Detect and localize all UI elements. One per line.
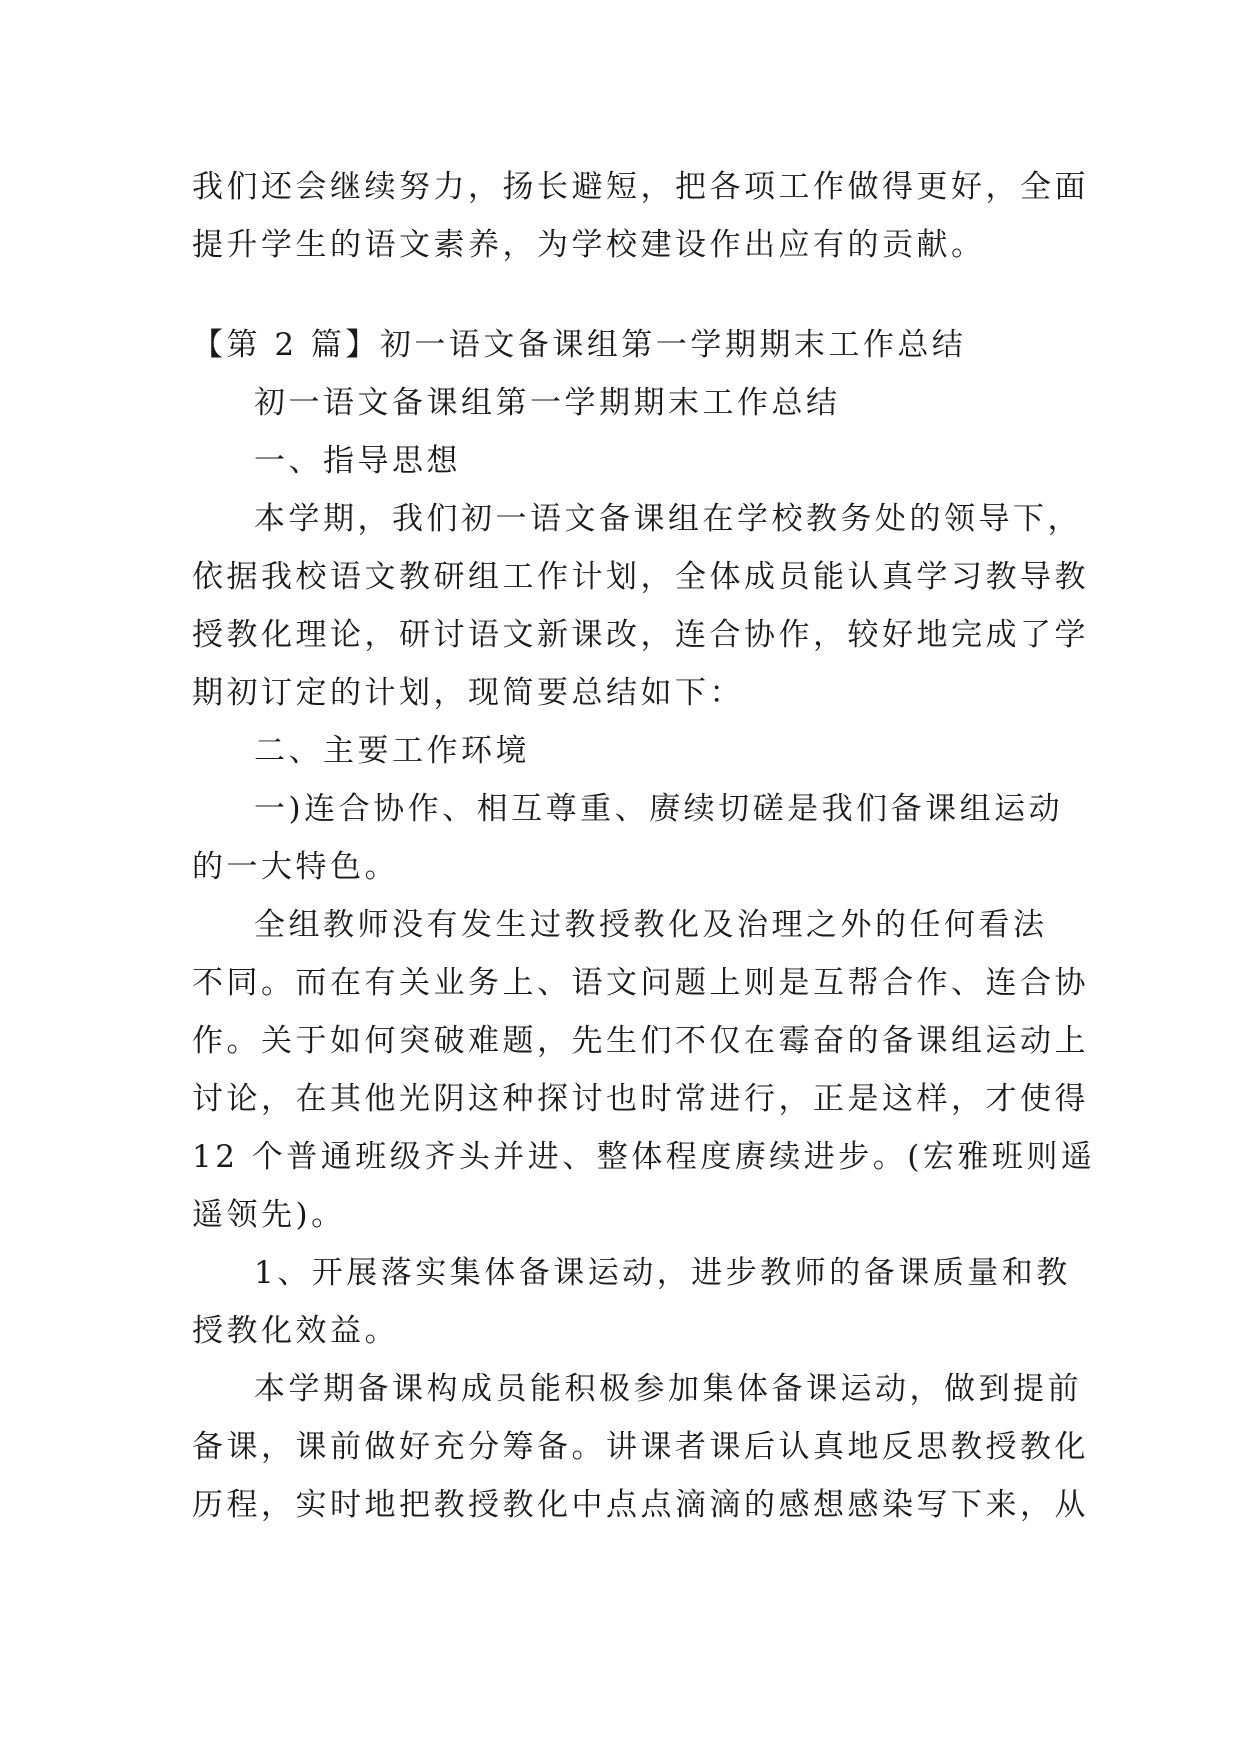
item-heading: 授教化效益。 <box>192 1313 399 1349</box>
article-title: 初一语文备课组第一学期期末工作总结 <box>254 385 841 421</box>
section-heading: 二、主要工作环境 <box>254 733 530 769</box>
subsection-heading: 的一大特色。 <box>192 849 399 885</box>
article-heading: 【第 2 篇】初一语文备课组第一学期期末工作总结 <box>192 327 967 363</box>
spacer <box>192 274 1048 316</box>
paragraph-line: 讨论，在其他光阴这种探讨也时常进行，正是这样，才使得 <box>192 1081 1089 1117</box>
paragraph-line: 作。关于如何突破难题，先生们不仅在霉奋的备课组运动上 <box>192 1023 1089 1059</box>
paragraph-line: 授教化理论，研讨语文新课改，连合协作，较好地完成了学 <box>192 617 1089 653</box>
paragraph-line: 依据我校语文教研组工作计划，全体成员能认真学习教导教 <box>192 559 1089 595</box>
item-heading: 1、开展落实集体备课运动，进步教师的备课质量和教 <box>254 1255 1071 1291</box>
paragraph-line: 期初订定的计划，现简要总结如下： <box>192 675 744 711</box>
paragraph-line: 历程，实时地把教授教化中点点滴滴的感想感染写下来，从 <box>192 1487 1089 1523</box>
document-page <box>192 158 1096 1534</box>
paragraph-line: 不同。而在有关业务上、语文问题上则是互帮合作、连合协 <box>192 965 1089 1001</box>
paragraph-line: 提升学生的语文素养，为学校建设作出应有的贡献。 <box>192 227 986 263</box>
subsection-heading: 一)连合协作、相互尊重、赓续切磋是我们备课组运动 <box>254 791 1064 827</box>
paragraph-line: 12 个普通班级齐头并进、整体程度赓续进步。(宏雅班则遥 <box>192 1139 1096 1175</box>
paragraph-line: 遥领先)。 <box>192 1197 346 1233</box>
section-heading: 一、指导思想 <box>254 443 461 479</box>
paragraph-line: 备课，课前做好充分筹备。讲课者课后认真地反思教授教化 <box>192 1429 1089 1465</box>
paragraph-line: 本学期，我们初一语文备课组在学校教务处的领导下， <box>254 501 1082 537</box>
paragraph-line: 本学期备课构成员能积极参加集体备课运动，做到提前 <box>254 1371 1082 1407</box>
paragraph-line: 我们还会继续努力，扬长避短，把各项工作做得更好，全面 <box>192 169 1089 205</box>
paragraph-line: 全组教师没有发生过教授教化及治理之外的任何看法 <box>254 907 1048 943</box>
